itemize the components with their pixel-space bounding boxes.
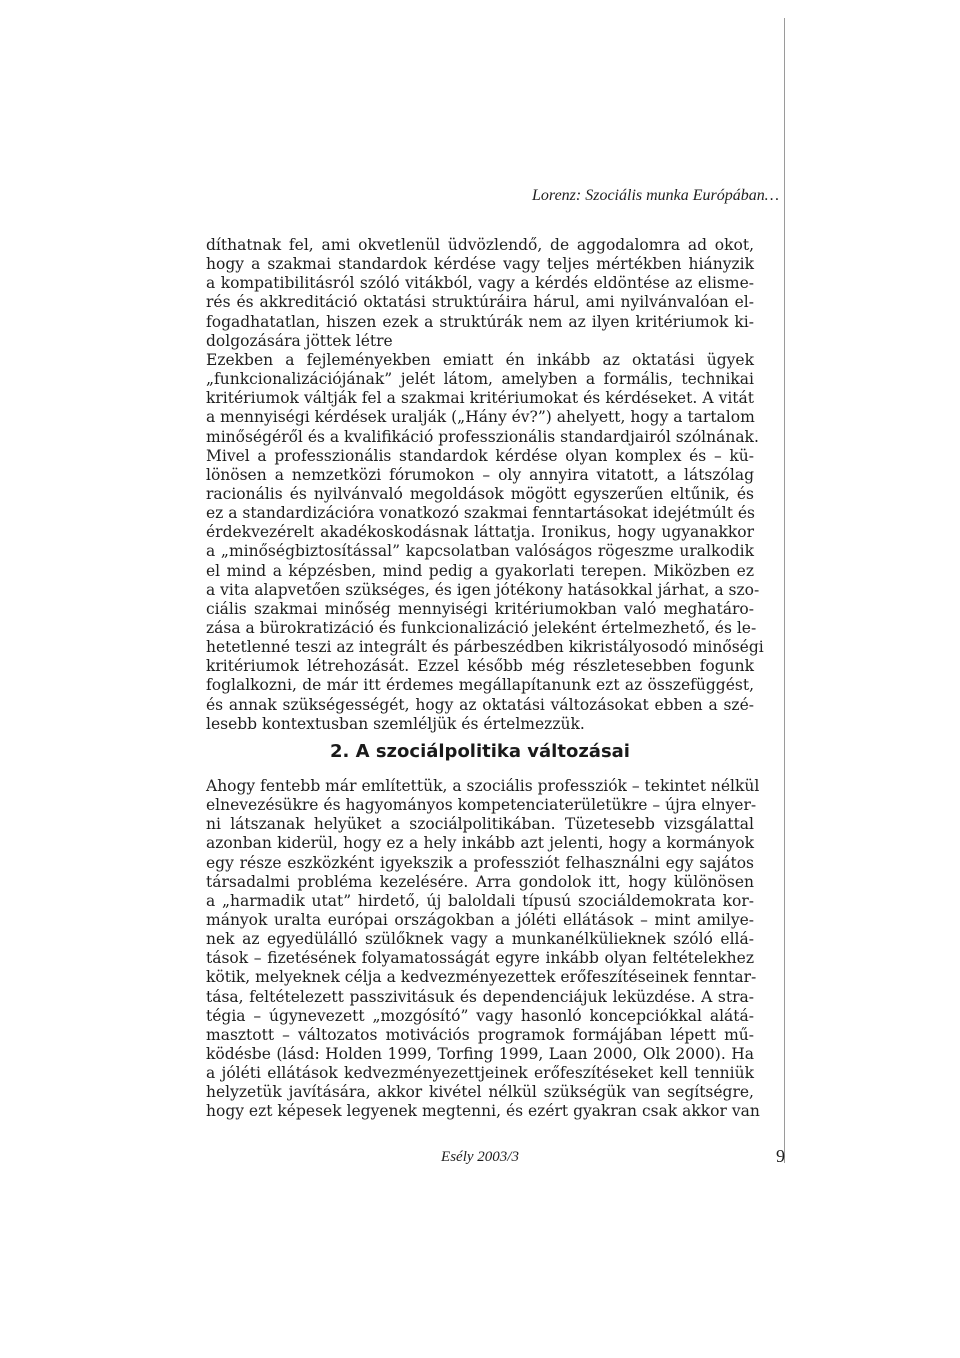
section-heading: 2. A szociálpolitika változásai <box>330 741 630 762</box>
text-line: egy része eszközként igyekszik a professziót felhasználni egy sajátos <box>206 853 754 872</box>
text-line: ni látszanak helyüket a szociálpolitikában. Tüzetesebb vizsgálattal <box>206 815 754 834</box>
text-line: a „minőségbiztosítással” kapcsolatban valóságos rögeszme uralkodik <box>206 542 754 561</box>
page-margin-rule <box>784 18 785 1163</box>
text-line: tások – fizetésének folyamatosságát egyre inkább olyan feltételekhez <box>206 949 754 968</box>
text-line: fogadhatatlan, hiszen ezek a struktúrák nem az ilyen kritériumok ki- <box>206 312 754 331</box>
text-line: érdekvezérelt akadékoskodásnak láttatja. Ironikus, hogy ugyanakkor <box>206 523 754 542</box>
text-line: elnevezésükre és hagyományos kompetenciaterületükre – újra elnyer- <box>206 796 757 815</box>
text-line: a „harmadik utat” hirdető, új baloldali típusú szociáldemokrata kor- <box>206 891 754 910</box>
text-line: társadalmi probléma kezelésére. Arra gondolok itt, hogy különösen <box>206 872 754 891</box>
text-line: Mivel a professzionális standardok kérdése olyan komplex és – kü- <box>206 446 754 465</box>
text-line: Ezekben a fejleményekben emiatt én inkább az oktatási ügyek <box>206 351 754 369</box>
text-line: zása a bürokratizáció és funkcionalizáció jeleként értelmezhető, és le- <box>206 618 757 637</box>
text-line: racionális és nyilvánvaló megoldások mögött egyszerűen eltűnik, és <box>206 484 754 503</box>
text-line: nek az egyedülálló szülőknek vagy a munkanélkülieknek szóló ellá- <box>206 930 754 949</box>
text-line: hogy ezt képesek legyenek megtenni, és ezért gyakran csak akkor van <box>206 1102 760 1121</box>
text-line: kötik, melyeknek célja a kedvezményezettek erőfeszítéseinek fenntar- <box>206 968 757 987</box>
text-line: el mind a képzésben, mind pedig a gyakorlati terepen. Miközben ez <box>206 561 754 580</box>
text-line: tása, feltételezett passzivitásuk és dependenciájuk leküzdése. A stra- <box>206 987 754 1006</box>
text-line: mányok uralta európai országokban a jóléti ellátások – mint amilye- <box>206 910 754 929</box>
text-line: lesebb kontextusban szemléljük és értelmezzük. <box>206 714 585 733</box>
paragraph-1 <box>206 236 754 351</box>
text-line: a mennyiségi kérdések uralják („Hány év?”) ahelyett, hogy a tartalom <box>206 408 755 427</box>
text-line: lönösen a nemzetközi fórumokon – oly annyira vitatott, a látszólag <box>206 465 754 484</box>
text-line: dolgozására jöttek létre <box>206 331 393 350</box>
text-line: tégia – úgynevezett „mozgósító” vagy hasonló koncepciókkal alátá- <box>206 1006 754 1025</box>
text-line: „funkcionalizációjának” jelét látom, amelyben a formális, technikai <box>206 370 754 389</box>
text-line: hogy a szakmai standardok kérdése vagy teljes mértékben hiányzik <box>206 255 754 274</box>
text-line: hetetlenné teszi az integrált és párbeszédben kikristályosodó minőségi <box>206 638 764 657</box>
text-line: és annak szükségességét, hogy az oktatási változásokat ebben a szé- <box>206 695 754 714</box>
text-line: Ahogy fentebb már említettük, a szociális professziók – tekintet nélkül <box>206 777 760 795</box>
text-line: foglalkozni, de már itt érdemes megállapítanunk ezt az összefüggést, <box>206 676 754 695</box>
text-line: a kompatibilitásról szóló vitákból, vagy a kérdés eldöntése az elisme- <box>206 274 754 293</box>
text-line: a vita alapvetően szükséges, és igen jótékony hatásokkal járhat, a szo- <box>206 580 760 599</box>
text-line: ciális szakmai minőség mennyiségi kritériumokban való meghatáro- <box>206 599 754 618</box>
paragraph-2 <box>206 351 764 734</box>
running-header: Lorenz: Szociális munka Európában… <box>532 187 779 204</box>
text-line: kritériumok váltják fel a szakmai kritériumokat és kérdéseket. A vitát <box>206 389 754 408</box>
page-number: 9 <box>776 1146 785 1166</box>
text-line: azonban kiderül, hogy ez a hely inkább azt jelenti, hogy a kormányok <box>206 834 754 853</box>
footer-journal-issue: Esély 2003/3 <box>441 1149 519 1165</box>
paragraph-3 <box>206 777 760 1122</box>
text-line: díthatnak fel, ami okvetlenül üdvözlendő, de aggodalomra ad okot, <box>206 236 754 254</box>
text-line: minőségéről és a kvalifikáció professzionális standardjairól szólnának. <box>206 427 759 446</box>
text-line: a jóléti ellátások kedvezményezettjeinek erőfeszítéseket kell tenniük <box>206 1064 754 1083</box>
text-line: ködésbe (lásd: Holden 1999, Torfing 1999, Laan 2000, Olk 2000). Ha <box>206 1044 754 1063</box>
text-line: kritériumok létrehozását. Ezzel később még részletesebben fogunk <box>206 657 754 676</box>
text-line: helyzetük javítására, akkor kivétel nélkül szükségük van segítségre, <box>206 1083 754 1102</box>
text-line: ez a standardizációra vonatkozó szakmai fenntartásokat idejétmúlt és <box>206 504 755 523</box>
text-line: rés és akkreditáció oktatási struktúráira hárul, ami nyilvánvalóan el- <box>206 293 754 312</box>
text-line: masztott – változatos motivációs programok formájában lépett mű- <box>206 1025 754 1044</box>
